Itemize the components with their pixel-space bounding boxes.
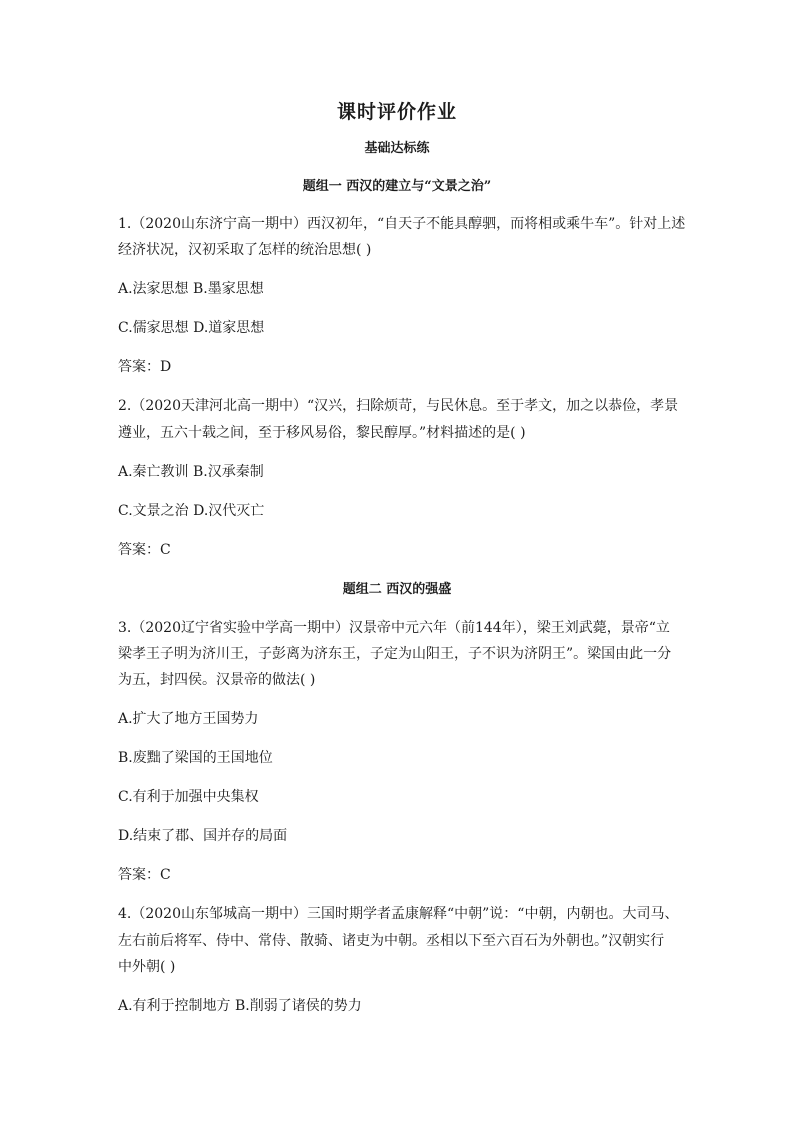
question-2-answer: 答案：C — [118, 542, 171, 558]
question-3-stem-line-1: 3.（2020辽宁省实验中学高一期中）汉景帝中元六年（前144年），梁王刘武薨，景帝“立 — [118, 620, 670, 636]
question-2-stem-line-2: 遵业，五六十载之间，至于移风易俗，黎民醇厚。”材料描述的是( ) — [118, 425, 526, 441]
question-3-option-d: D.结束了郡、国并存的局面 — [118, 828, 288, 844]
section-subtitle: 基础达标练 — [364, 141, 430, 156]
question-3-answer: 答案：C — [118, 867, 171, 883]
question-1-stem-line-1: 1.（2020山东济宁高一期中）西汉初年，“自天子不能具醇驷，而将相或乘牛车”。针对上述 — [118, 216, 686, 232]
question-2-stem-line-1: 2.（2020天津河北高一期中）“汉兴，扫除烦苛，与民休息。至于孝文，加之以恭俭，孝景 — [118, 398, 679, 414]
question-1-stem-line-2: 经济状况，汉初采取了怎样的统治思想( ) — [118, 242, 372, 258]
question-3-option-a: A.扩大了地方王国势力 — [118, 711, 259, 727]
group-heading-2: 题组二 西汉的强盛 — [342, 582, 452, 597]
question-4-stem-line-2: 左右前后将军、侍中、常侍、散骑、诸吏为中朝。丞相以下至六百石为外朝也。”汉朝实行 — [118, 933, 665, 949]
question-2-option-line-1: A.秦亡教训 B.汉承秦制 — [118, 464, 264, 480]
group-heading-1: 题组一 西汉的建立与“文景之治” — [302, 179, 492, 194]
question-3-option-c: C.有利于加强中央集权 — [118, 789, 259, 805]
page-title: 课时评价作业 — [336, 101, 457, 123]
question-3-stem-line-2: 梁孝王子明为济川王，子彭离为济东王，子定为山阳王，子不识为济阴王”。梁国由此一分 — [118, 646, 672, 662]
question-3-option-b: B.废黜了梁国的王国地位 — [118, 750, 273, 766]
question-4-option-line-1: A.有利于控制地方 B.削弱了诸侯的势力 — [118, 998, 362, 1014]
question-4-stem-line-3: 中外朝( ) — [118, 959, 176, 975]
question-1-answer: 答案：D — [118, 359, 172, 375]
question-4-stem-line-1: 4.（2020山东邹城高一期中）三国时期学者孟康解释“中朝”说：“中朝，内朝也。大司马、 — [118, 906, 679, 922]
question-3-stem-line-3: 为五，封四侯。汉景帝的做法( ) — [118, 672, 316, 688]
question-2-option-line-2: C.文景之治 D.汉代灭亡 — [118, 503, 265, 519]
question-1-option-line-1: A.法家思想 B.墨家思想 — [118, 281, 264, 297]
question-1-option-line-2: C.儒家思想 D.道家思想 — [118, 320, 265, 336]
